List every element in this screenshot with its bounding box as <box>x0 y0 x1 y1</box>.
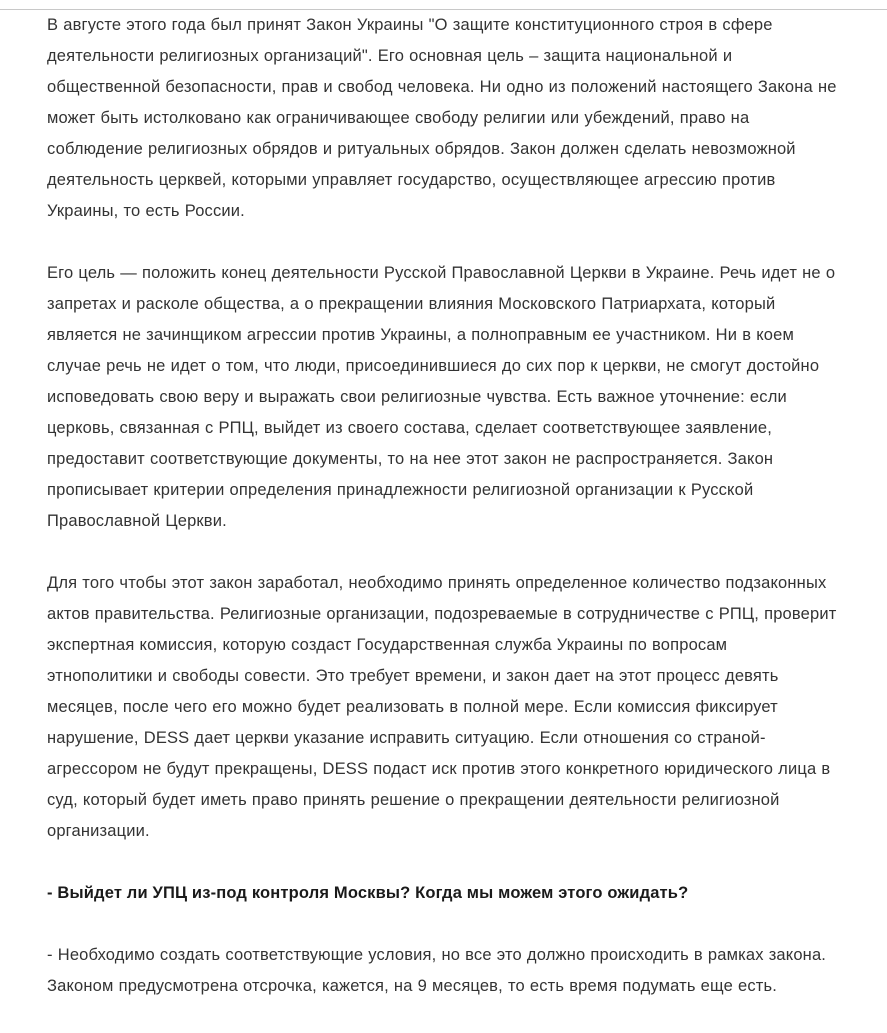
paragraph-2: Его цель — положить конец деятельности Русской Православной Церкви в Украине. Речь идет не о запретах и расколе общества, а о прекращении влияния Московского Патриархата, который является не зачинщиком агрессии против Украины, а полноправным ее участником. Ни в коем случае речь не идет о том, что люди, присоединившиеся до сих пор к церкви, не смогут достойно исповедовать свою веру и выражать свои религиозные чувства. Есть важное уточнение: если церковь, связанная с РПЦ, выйдет из своего состава, сделает соответствующее заявление, предоставит соответствующие документы, то на нее этот закон не распространяется. Закон прописывает критерии определения принадлежности религиозной организации к Русской Православной Церкви. <box>47 264 841 530</box>
paragraph-1: В августе этого года был принят Закон Украины "О защите конституционного строя в сфере деятельности религиозных организаций". Его основная цель – защита национальной и общественной безопасности, прав и свобод человека. Ни одно из положений настоящего Закона не может быть истолковано как ограничивающее свободу религии или убеждений, право на соблюдение религиозных обрядов и ритуальных обрядов. Закон должен сделать невозможной деятельность церквей, которыми управляет государство, осуществляющее агрессию против Украины, то есть России. <box>47 16 842 220</box>
paragraph-4: - Необходимо создать соответствующие условия, но все это должно происходить в рамках закона. Законом предусмотрена отсрочка, кажется, на 9 месяцев, то есть время подумать еще есть. <box>47 946 832 995</box>
question-heading: - Выйдет ли УПЦ из-под контроля Москвы? Когда мы можем этого ожидать? <box>47 884 689 902</box>
paragraph-3: Для того чтобы этот закон заработал, необходимо принять определенное количество подзаконных актов правительства. Религиозные организации, подозреваемые в сотрудничестве с РПЦ, проверит экспертная комиссия, которую создаст Государственная служба Украины по вопросам этнополитики и свободы совести. Это требует времени, и закон дает на этот процесс девять месяцев, после чего его можно будет реализовать в полной мере. Если комиссия фиксирует нарушение, DESS дает церкви указание исправить ситуацию. Если отношения со страной-агрессором не будут прекращены, DESS подаст иск против этого конкретного юридического лица в суд, который будет иметь право принять решение о прекращении деятельности религиозной организации. <box>47 574 842 840</box>
